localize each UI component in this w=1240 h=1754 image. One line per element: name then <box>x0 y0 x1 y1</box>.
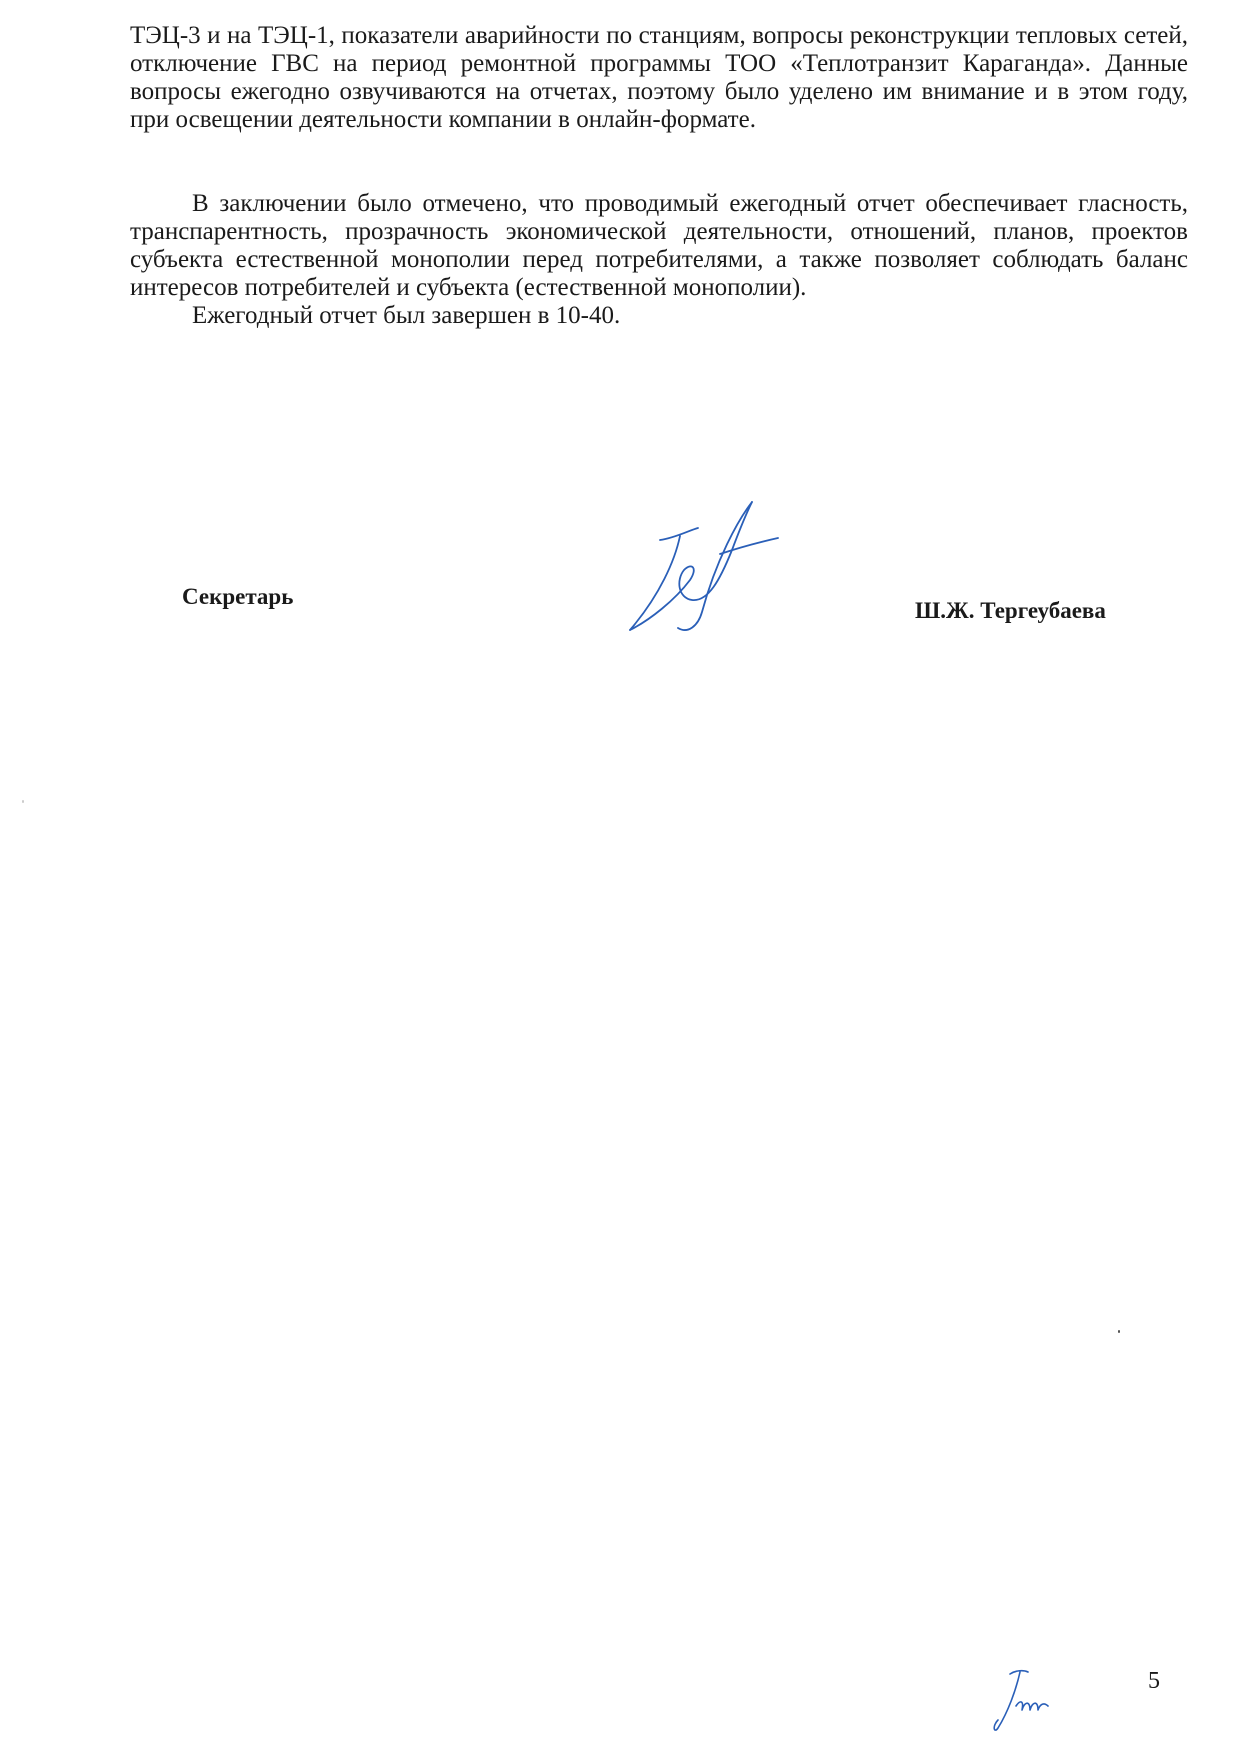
closing-line <box>130 302 620 330</box>
conclusion-paragraph <box>130 190 1188 302</box>
paragraph-text: В заключении было отмечено, что проводимый ежегодный отчет обеспечивает гласность, транспарентность, прозрачность экономической деятельности, отношений, планов, проектов субъекта естественной монополии перед потребителями, а также позволяет соблюдать баланс интересов потребителей и субъекта (естественной монополии). <box>130 190 1188 301</box>
scan-speck <box>22 800 24 803</box>
page-initials-mark <box>990 1660 1070 1740</box>
paragraph-text: Ежегодный отчет был завершен в 10-40. <box>192 302 621 329</box>
page-number: 5 <box>1148 1668 1160 1694</box>
handwritten-signature <box>620 500 820 640</box>
scan-speck <box>1118 1330 1120 1333</box>
secretary-role-label: Секретарь <box>182 584 294 609</box>
body-paragraph <box>130 22 1188 134</box>
signer-name: Ш.Ж. Тергеубаева <box>915 598 1106 623</box>
paragraph-text: ТЭЦ-3 и на ТЭЦ-1, показатели аварийности по станциям, вопросы реконструкции тепловых сетей, отключение ГВС на период ремонтной программы ТОО «Теплотранзит Караганда». Данные вопросы ежегодно озвучиваются на отчетах, поэтому было уделено им внимание и в этом году, при освещении деятельности компании в онлайн-формате. <box>130 22 1188 133</box>
